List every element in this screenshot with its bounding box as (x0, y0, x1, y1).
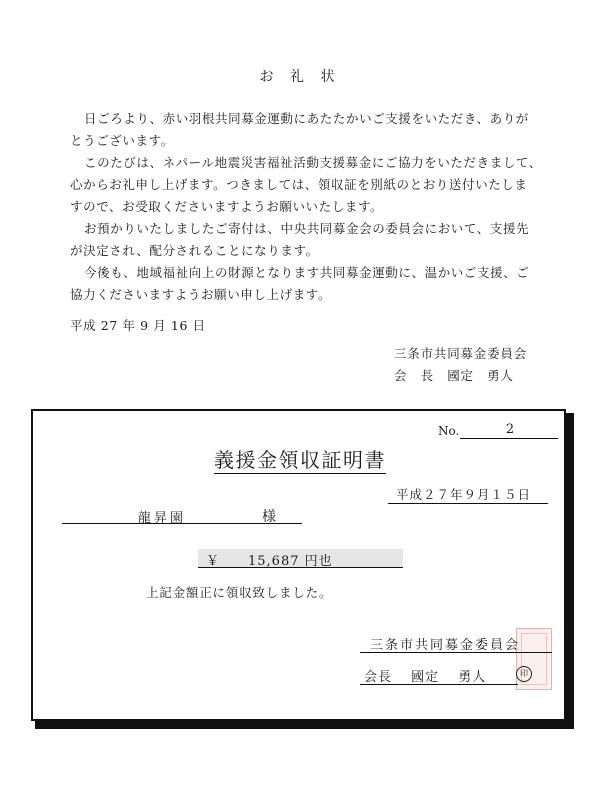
receipt-number-value: 2 (505, 422, 515, 437)
letter-paragraph-line: すので、お受取くださいますようお願いいたします。 (70, 199, 384, 214)
letter-signature-chair: 会 長 國定 勇人 (394, 368, 514, 383)
receipt-signature-org: 三条市共同募金委員会 (370, 638, 521, 653)
letter-paragraph-line: 心からお礼申し上げます。つきましては、領収証を別紙のとおり送付いたしま (70, 177, 528, 192)
receipt-org-underline (360, 652, 552, 653)
recipient-name: 龍昇園 (138, 511, 187, 526)
letter-title: お 礼 状 (259, 69, 341, 85)
receipt-title: 義援金領収証明書 (214, 448, 386, 472)
receipt-number-underline (460, 438, 558, 439)
receipt-shadow (566, 413, 574, 725)
recipient-honorific: 様 (262, 509, 276, 525)
amount-value: ￥ 15,687 円也 (206, 554, 333, 569)
letter-paragraph-line: とうございます。 (70, 133, 174, 148)
letter-paragraph-line: お預かりいたしましたご寄付は、中央共同募金会の委員会において、支援先 (84, 221, 530, 236)
letter-signature-org: 三条市共同募金委員会 (394, 346, 528, 361)
amount-underline (198, 567, 403, 568)
receipt-signature-chair: 会長 國定 勇人 (364, 670, 487, 685)
letter-paragraph-line: このたびは、ネパール地震災害福祉活動支援募金にご協力をいただきまして、 (84, 155, 542, 170)
receipt-date: 平成２７年９月１５日 (396, 487, 532, 502)
receipt-shadow (35, 721, 574, 729)
receipt-date-underline (388, 503, 548, 504)
letter-paragraph-line: 協力くださいますようお願い申し上げます。 (70, 287, 332, 302)
letter-paragraph-line: 今後も、地域福祉向上の財源となります共同募金運動に、温かいご支援、ご (84, 265, 530, 280)
letter-date: 平成 27 年 9 月 16 日 (70, 318, 206, 333)
receipt-number-label: No. (438, 424, 460, 438)
recipient-underline (62, 523, 302, 524)
letter-paragraph-line: 日ごろより、赤い羽根共同募金運動にあたたかいご支援をいただき、ありが (84, 111, 529, 126)
letter-paragraph-line: が決定され、配分されることになります。 (70, 243, 319, 258)
receipt-chair-underline (360, 684, 518, 685)
seal-mark-icon: 印 (516, 666, 532, 682)
received-message: 上記金額正に領収致しました。 (146, 585, 333, 600)
